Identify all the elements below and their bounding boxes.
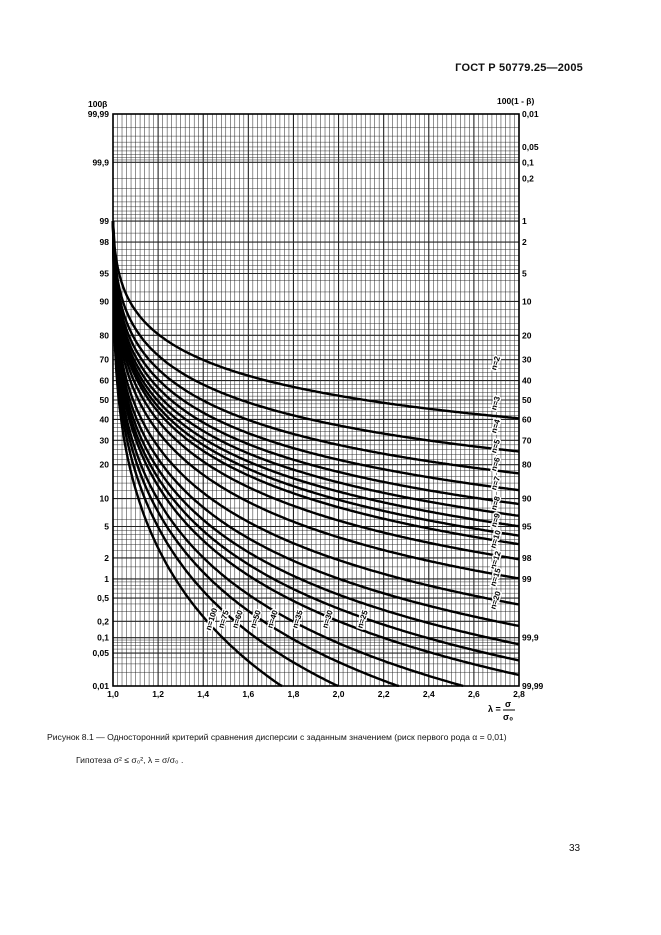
right-tick-label: 0,05 xyxy=(522,141,539,152)
left-tick-label: 20 xyxy=(99,459,109,470)
figure-caption: Рисунок 8.1 — Односторонний критерий сравнения дисперсии с заданным значением (риск первого рода α = 0,01) xyxy=(47,732,507,742)
left-tick-label: 60 xyxy=(99,375,109,386)
right-tick-label: 0,01 xyxy=(522,109,539,119)
right-tick-label: 1 xyxy=(522,216,527,227)
left-tick-label: 0,01 xyxy=(92,681,109,691)
x-tick-label: 1,8 xyxy=(287,689,300,699)
curve-label: n=4 xyxy=(489,418,503,435)
right-tick-label: 95 xyxy=(522,521,532,532)
left-tick-label: 2 xyxy=(104,552,109,563)
left-tick-label: 95 xyxy=(99,268,109,279)
curve-label: n=50 xyxy=(248,609,263,630)
left-tick-label: 30 xyxy=(99,435,109,446)
right-tick-label: 50 xyxy=(522,395,532,405)
curve-label: n=100 xyxy=(203,606,220,632)
curve-label: n=10 xyxy=(488,529,503,550)
right-tick-label: 30 xyxy=(522,354,532,365)
x-tick-label: 1,6 xyxy=(242,689,255,699)
curve-label: n=8 xyxy=(489,495,503,512)
left-tick-label: 5 xyxy=(104,521,109,532)
left-tick-label: 50 xyxy=(99,395,109,405)
x-tick-label: 2,0 xyxy=(332,689,345,699)
curve-label: n=60 xyxy=(230,609,245,630)
left-tick-label: 99,99 xyxy=(87,109,109,119)
right-tick-label: 70 xyxy=(522,435,532,446)
right-tick-label: 99,9 xyxy=(522,632,539,643)
right-tick-label: 0,1 xyxy=(522,157,534,168)
left-tick-label: 10 xyxy=(99,493,109,504)
x-tick-label: 1,4 xyxy=(197,689,210,699)
right-tick-label: 80 xyxy=(522,459,532,470)
curve-label: n=7 xyxy=(489,475,503,492)
right-tick-label: 98 xyxy=(522,552,532,563)
curve-label: n=40 xyxy=(265,609,280,630)
left-tick-label: 80 xyxy=(99,330,109,341)
left-tick-label: 40 xyxy=(99,414,109,425)
right-tick-label: 0,2 xyxy=(522,173,534,184)
x-axis-title-numerator: σ xyxy=(505,699,512,709)
left-axis-title: 100β xyxy=(88,99,108,109)
x-tick-label: 2,4 xyxy=(422,689,435,699)
right-tick-label: 2 xyxy=(522,237,527,248)
curve-label: n=5 xyxy=(489,438,503,455)
left-tick-label: 0,5 xyxy=(97,593,109,604)
curve-label: n=3 xyxy=(489,395,503,412)
left-tick-label: 90 xyxy=(99,296,109,307)
hypothesis-text: Гипотеза σ² ≤ σ₀², λ = σ/σ₀ . xyxy=(76,755,184,765)
curve-label: n=12 xyxy=(488,550,503,571)
left-tick-label: 98 xyxy=(99,237,109,248)
page-number: 33 xyxy=(569,843,581,854)
left-tick-label: 0,05 xyxy=(92,648,109,659)
right-tick-label: 99 xyxy=(522,573,532,584)
curve-label: n=2 xyxy=(489,355,503,372)
right-tick-label: 10 xyxy=(522,296,532,307)
x-tick-label: 2,8 xyxy=(513,689,525,699)
left-tick-label: 70 xyxy=(99,354,109,365)
curve-label: n=9 xyxy=(489,512,503,529)
curve-label: n=6 xyxy=(489,456,503,473)
right-tick-label: 90 xyxy=(522,493,532,504)
right-tick-label: 20 xyxy=(522,330,532,341)
x-tick-label: 1,0 xyxy=(107,689,119,699)
right-tick-label: 5 xyxy=(522,268,527,279)
standard-header: ГОСТ Р 50779.25—2005 xyxy=(455,62,583,74)
curve-label: n=25 xyxy=(355,609,370,630)
x-tick-label: 1,2 xyxy=(152,689,165,699)
right-tick-label: 60 xyxy=(522,414,532,425)
right-tick-label: 40 xyxy=(522,375,532,386)
x-axis-title-lambda: λ = xyxy=(488,704,501,714)
left-tick-label: 99 xyxy=(99,216,109,227)
curve-label: n=20 xyxy=(488,590,503,611)
x-tick-label: 2,6 xyxy=(467,689,480,699)
x-tick-label: 2,2 xyxy=(377,689,390,699)
curve-label: n=15 xyxy=(488,567,503,588)
curve-label: n=75 xyxy=(216,609,231,630)
left-tick-label: 0,1 xyxy=(97,632,109,643)
curve-label: n=35 xyxy=(290,609,305,630)
left-tick-label: 99,9 xyxy=(92,157,109,168)
left-tick-label: 1 xyxy=(104,573,109,584)
right-axis-title: 100(1 - β) xyxy=(497,96,535,106)
right-tick-label: 99,99 xyxy=(522,681,544,691)
left-tick-label: 0,2 xyxy=(97,616,109,627)
curve-label: n=30 xyxy=(320,609,335,630)
x-axis-title-denominator: σ₀ xyxy=(503,712,514,722)
